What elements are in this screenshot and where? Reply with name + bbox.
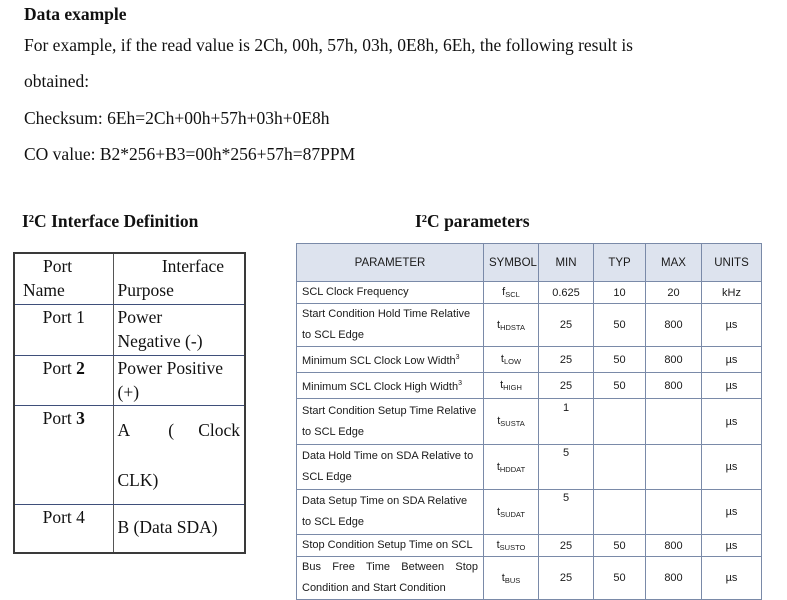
parameter-cell: Start Condition Setup Time Relative to SCL Edge xyxy=(297,399,484,445)
typ-cell xyxy=(594,399,646,445)
table-row xyxy=(297,445,762,490)
port-cell: Port 1 xyxy=(14,305,113,356)
purpose-cell: Power Negative (-) xyxy=(113,305,245,356)
symbol-cell: $f_{SCL}$ xyxy=(484,282,539,304)
column-header: UNITS xyxy=(702,244,762,282)
symbol-cell: $t_{LOW}$ xyxy=(484,347,539,373)
symbol-cell: $t_{SUSTO}$ xyxy=(484,535,539,557)
symbol-cell: $t_{SUSTA}$ xyxy=(484,399,539,445)
max-cell xyxy=(646,445,702,490)
max-cell: 800 xyxy=(646,304,702,347)
max-cell: 20 xyxy=(646,282,702,304)
table-row xyxy=(297,304,762,347)
table-row xyxy=(297,282,762,304)
max-cell: 800 xyxy=(646,557,702,600)
units-cell: µs xyxy=(702,347,762,373)
typ-cell: 50 xyxy=(594,347,646,373)
parameter-cell: Bus Free Time Between Stop Condition and Start Condition xyxy=(297,557,484,600)
min-cell: 5 xyxy=(539,490,594,535)
parameter-cell: Start Condition Hold Time Relative to SCL Edge xyxy=(297,304,484,347)
table-row xyxy=(14,406,245,505)
units-cell: µs xyxy=(702,490,762,535)
symbol-cell: $t_{HDSTA}$ xyxy=(484,304,539,347)
units-cell: µs xyxy=(702,535,762,557)
column-header: TYP xyxy=(594,244,646,282)
parameter-cell: Data Setup Time on SDA Relative to SCL Edge xyxy=(297,490,484,535)
co-value-line: CO value: B2*256+B3=00h*256+57h=87PPM xyxy=(24,144,356,164)
units-cell: µs xyxy=(702,557,762,600)
table-header-row xyxy=(297,244,762,282)
table-row xyxy=(297,399,762,445)
table-row xyxy=(297,490,762,535)
parameter-cell: Minimum SCL Clock Low Width$^3$ xyxy=(297,347,484,373)
max-cell: 800 xyxy=(646,535,702,557)
table-header-row xyxy=(14,253,245,305)
min-cell: 25 xyxy=(539,373,594,399)
table-row xyxy=(14,505,245,554)
symbol-cell: $t_{HDDAT}$ xyxy=(484,445,539,490)
typ-cell xyxy=(594,445,646,490)
min-cell: 25 xyxy=(539,347,594,373)
max-cell: 800 xyxy=(646,373,702,399)
parameters-section-title: I²C parameters xyxy=(415,211,530,231)
min-cell: 1 xyxy=(539,399,594,445)
max-cell: 800 xyxy=(646,347,702,373)
units-cell: µs xyxy=(702,445,762,490)
port-cell: Port 2 xyxy=(14,356,113,406)
parameter-cell: SCL Clock Frequency xyxy=(297,282,484,304)
parameter-cell: Data Hold Time on SDA Relative to SCL Edge xyxy=(297,445,484,490)
purpose-cell: B (Data SDA) xyxy=(113,505,245,554)
column-header: MIN xyxy=(539,244,594,282)
min-cell: 25 xyxy=(539,535,594,557)
typ-cell: 50 xyxy=(594,373,646,399)
symbol-cell: $t_{SUDAT}$ xyxy=(484,490,539,535)
port-cell: Port 3 xyxy=(14,406,113,505)
max-cell xyxy=(646,399,702,445)
min-cell: 25 xyxy=(539,304,594,347)
column-header: MAX xyxy=(646,244,702,282)
typ-cell: 50 xyxy=(594,557,646,600)
min-cell: 25 xyxy=(539,557,594,600)
symbol-cell: $t_{HIGH}$ xyxy=(484,373,539,399)
max-cell xyxy=(646,490,702,535)
port-cell: Port 4 xyxy=(14,505,113,554)
example-description: For example, if the read value is 2Ch, 00h, 57h, 03h, 0E8h, 6Eh, the following result is xyxy=(24,35,633,55)
interface-table xyxy=(13,252,246,554)
typ-cell: 10 xyxy=(594,282,646,304)
parameter-cell: Minimum SCL Clock High Width$^3$ xyxy=(297,373,484,399)
data-example-title: Data example xyxy=(24,4,127,24)
min-cell: 0.625 xyxy=(539,282,594,304)
units-cell: µs xyxy=(702,399,762,445)
parameter-cell: Stop Condition Setup Time on SCL xyxy=(297,535,484,557)
column-header: SYMBOL xyxy=(484,244,539,282)
units-cell: µs xyxy=(702,304,762,347)
purpose-cell: A ( Clock CLK) xyxy=(113,406,245,505)
table-row xyxy=(297,373,762,399)
checksum-line: Checksum: 6Eh=2Ch+00h+57h+03h+0E8h xyxy=(24,108,330,128)
symbol-cell: $t_{BUS}$ xyxy=(484,557,539,600)
table-row xyxy=(297,557,762,600)
units-cell: kHz xyxy=(702,282,762,304)
example-description-cont: obtained: xyxy=(24,71,90,91)
purpose-cell: Power Positive (+) xyxy=(113,356,245,406)
table-row xyxy=(297,347,762,373)
port-name-header: Port Name xyxy=(14,253,113,305)
min-cell: 5 xyxy=(539,445,594,490)
column-header: PARAMETER xyxy=(297,244,484,282)
table-row xyxy=(14,305,245,356)
interface-purpose-header: Interface Purpose xyxy=(113,253,245,305)
typ-cell xyxy=(594,490,646,535)
interface-section-title: I²C Interface Definition xyxy=(22,211,199,231)
parameters-table xyxy=(296,243,762,600)
typ-cell: 50 xyxy=(594,535,646,557)
table-row xyxy=(14,356,245,406)
typ-cell: 50 xyxy=(594,304,646,347)
units-cell: µs xyxy=(702,373,762,399)
table-row xyxy=(297,535,762,557)
